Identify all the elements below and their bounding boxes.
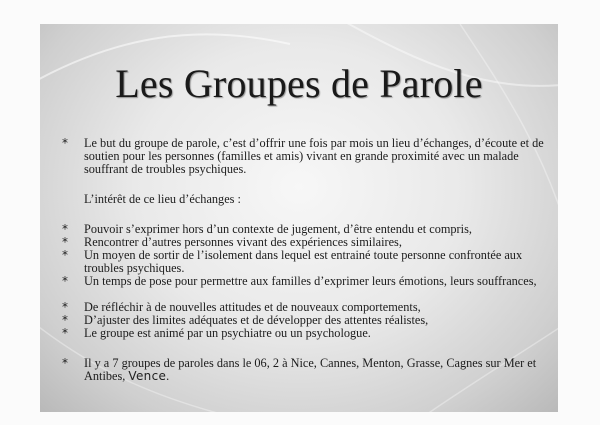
list-item-text: Un temps de pose pour permettre aux familles d’exprimer leurs émotions, leurs souffrances, xyxy=(84,274,537,288)
bullet-star: * xyxy=(62,136,68,150)
closing-bullet xyxy=(62,357,552,383)
list-item-text: D’ajuster des limites adéquates et de développer des attentes réalistes, xyxy=(84,313,429,327)
list-item-text: De réfléchir à de nouvelles attitudes et de nouveaux comportements, xyxy=(84,300,421,314)
bullet-star: * xyxy=(62,248,68,262)
closing-period: . xyxy=(166,369,170,383)
list-item-text: Le groupe est animé par un psychiatre ou un psychologue. xyxy=(84,326,371,340)
slide-title: Les Groupes de Parole xyxy=(115,61,483,106)
list-item xyxy=(62,275,552,288)
bullet-star: * xyxy=(62,313,68,327)
list-item xyxy=(62,249,552,275)
closing-text xyxy=(84,357,552,383)
list-item xyxy=(62,327,552,340)
bullet-star: * xyxy=(62,235,68,249)
bullet-star: * xyxy=(62,326,68,340)
bullet-star: * xyxy=(62,356,68,370)
bullet-star: * xyxy=(62,300,68,314)
intro-text: Le but du groupe de parole, c’est d’offrir une fois par mois un lieu d’échanges, d’écoute et de soutien pour les personnes (familles et amis) vivant en grande proximité avec un malade souffrant de troubles psychiques. xyxy=(84,136,544,176)
closing-printed-text: Il y a 7 groupes de paroles dans le 06, 2 à Nice, Cannes, Menton, Grasse, Cagnes sur Mer et Antibes, xyxy=(84,356,537,383)
interest-heading: L’intérêt de ce lieu d’échanges : xyxy=(84,192,241,206)
list-item-text: Pouvoir s’exprimer hors d’un contexte de jugement, d’être entendu et compris, xyxy=(84,222,472,236)
handwritten-note: Vence xyxy=(128,369,167,383)
slide xyxy=(40,24,558,412)
bullet-star: * xyxy=(62,274,68,288)
list-item-text: Rencontrer d’autres personnes vivant des expériences similaires, xyxy=(84,235,402,249)
list-item-text: Un moyen de sortir de l’isolement dans lequel est entrainé toute personne confrontée aux troubles psychiques. xyxy=(84,248,523,275)
bullet-star: * xyxy=(62,222,68,236)
intro-bullet xyxy=(62,137,552,176)
